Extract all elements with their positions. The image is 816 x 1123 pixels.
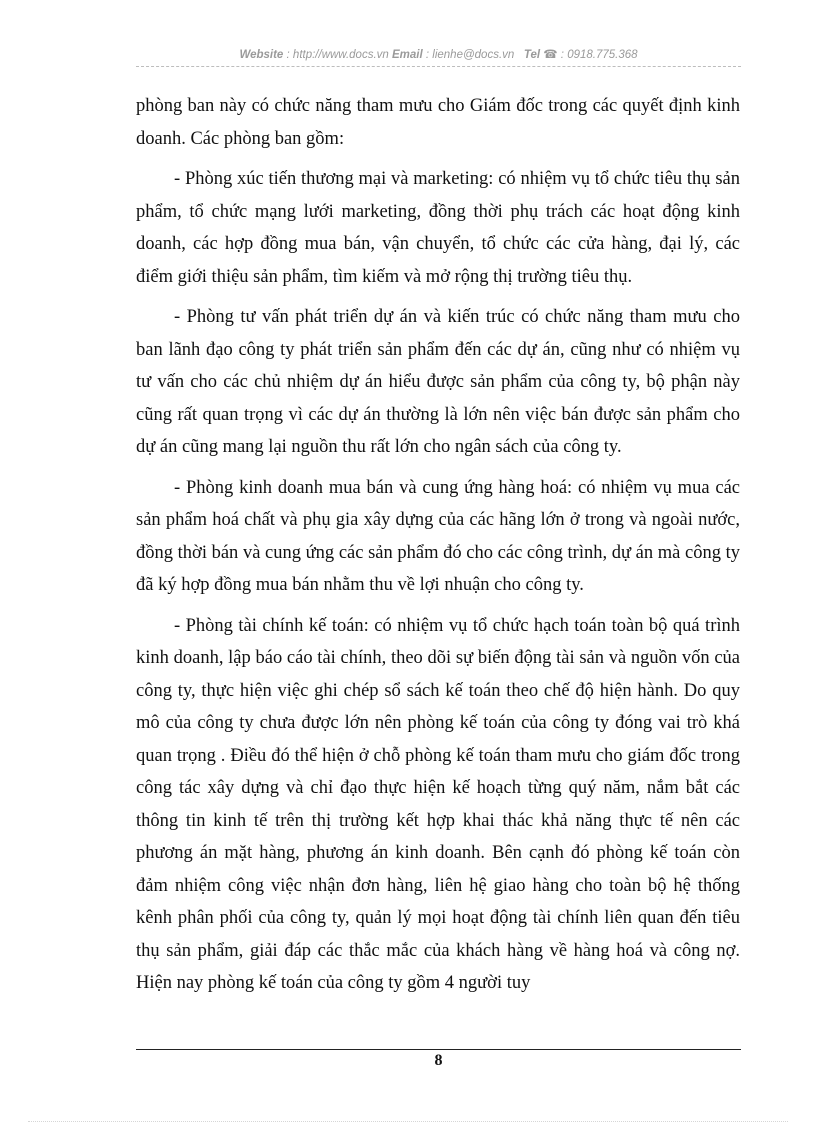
footer-divider: [136, 1049, 741, 1050]
email-label: Email: [392, 49, 423, 61]
email-link[interactable]: lienhe@docs.vn: [432, 49, 515, 61]
paragraph-project-consulting: - Phòng tư vấn phát triển dự án và kiến trúc có chức năng tham mưu cho ban lãnh đạo công ty phát triển sản phẩm đến các dự án, cũng như có nhiệm vụ tư vấn cho các chủ nhiệm dự án hiểu được sản phẩm của công ty, bộ phận này cũng rất quan trọng vì các dự án thường là lớn nên việc bán được sản phẩm cho dự án cũng mang lại nguồn thu rất lớn cho ngân sách của công ty.: [136, 307, 740, 457]
tel-separator: :: [557, 49, 568, 61]
website-label: Website: [239, 49, 284, 61]
tel-label: Tel: [523, 49, 541, 61]
phone-icon: ☎: [543, 49, 558, 61]
page-header: [136, 47, 741, 61]
website-link[interactable]: http://www.docs.vn: [292, 49, 389, 61]
paragraph-sales-supply: - Phòng kinh doanh mua bán và cung ứng hàng hoá: có nhiệm vụ mua các sản phẩm hoá chất và phụ gia xây dựng của các hãng lớn ở trong và ngoài nước, đồng thời bán và cung ứng các sản phẩm đó cho các công trình, dự án mà công ty đã ký hợp đồng mua bán nhằm thu về lợi nhuận cho công ty.: [136, 477, 740, 595]
page-number: 8: [434, 1052, 443, 1069]
paragraph-marketing: - Phòng xúc tiến thương mại và marketing: có nhiệm vụ tổ chức tiêu thụ sản phẩm, tổ chức mạng lưới marketing, đồng thời phụ trách các hoạt động kinh doanh, các hợp đồng mua bán, vận chuyển, tổ chức các cửa hàng, đại lý, các điểm giới thiệu sản phẩm, tìm kiếm và mở rộng thị trường tiêu thụ.: [136, 169, 740, 287]
document-body: [136, 90, 740, 1008]
paragraph-intro: phòng ban này có chức năng tham mưu cho Giám đốc trong các quyết định kinh doanh. Các phòng ban gồm:: [136, 96, 740, 149]
page-bottom-border: [28, 1121, 788, 1122]
website-separator: :: [283, 49, 293, 61]
paragraph-finance-accounting: - Phòng tài chính kế toán: có nhiệm vụ tổ chức hạch toán toàn bộ quá trình kinh doanh, lập báo cáo tài chính, theo dõi sự biến động tài sản và nguồn vốn của công ty, thực hiện việc ghi chép sổ sách kế toán theo chế độ hiện hành. Do quy mô của công ty chưa được lớn nên phòng kế toán của công ty đóng vai trò khá quan trọng . Điều đó thể hiện ở chỗ phòng kế toán tham mưu cho giám đốc trong công tác xây dựng và chỉ đạo thực hiện kế hoạch từng quý năm, nắm bắt các thông tin kinh tế trên thị trường kết hợp khai thác khả năng thực tế nên các phương án mặt hàng, phương án kinh doanh. Bên cạnh đó phòng kế toán còn đảm nhiệm công việc nhận đơn hàng, liên hệ giao hàng cho toàn bộ hệ thống kênh phân phối của công ty, quản lý mọi hoạt động tài chính liên quan đến tiêu thụ sản phẩm, giải đáp các thắc mắc của khách hàng về hàng hoá và công nợ. Hiện nay phòng kế toán của công ty gồm 4 người tuy: [136, 615, 740, 993]
tel-number: 0918.775.368: [567, 49, 638, 61]
email-separator: :: [422, 49, 433, 61]
header-divider: [136, 66, 741, 67]
